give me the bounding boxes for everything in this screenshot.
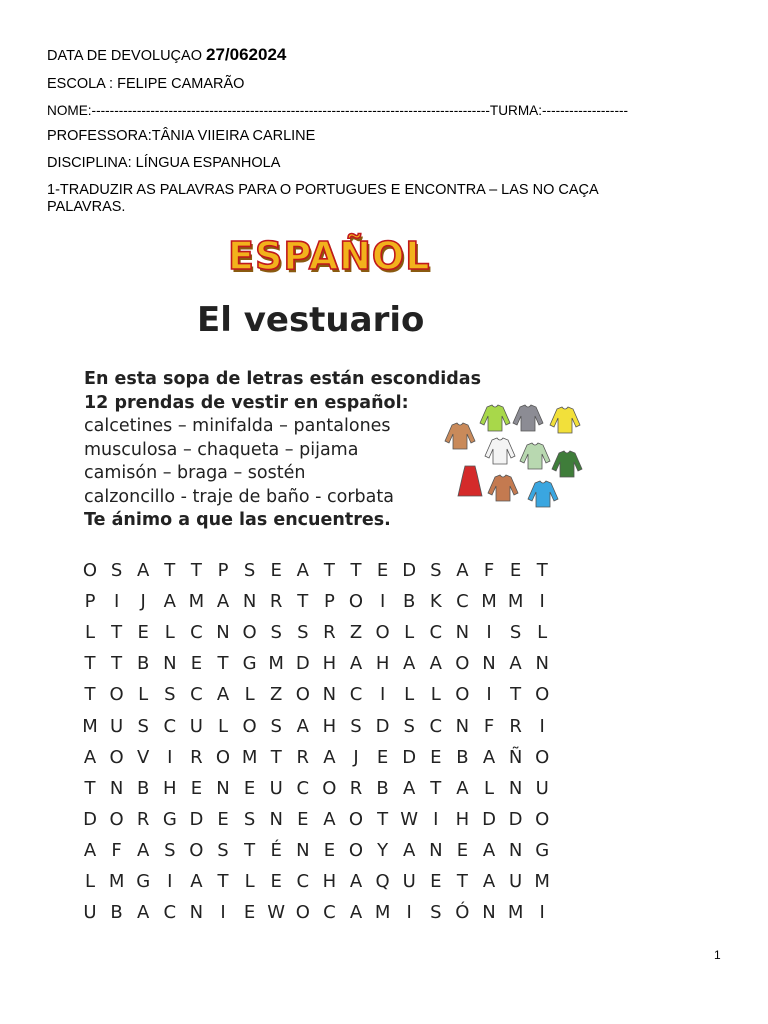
grid-letter: A xyxy=(403,839,416,861)
grid-letter: A xyxy=(216,684,230,706)
grid-letter: A xyxy=(482,746,496,768)
grid-letter: M xyxy=(108,871,125,892)
grid-letter: M xyxy=(507,591,524,613)
grid-letter: A xyxy=(482,871,496,892)
grid-letter: T xyxy=(111,653,123,675)
grid-letter: K xyxy=(429,591,442,613)
grid-letter: H xyxy=(455,808,470,830)
grid-letter: T xyxy=(244,839,256,861)
grid-letter: I xyxy=(167,871,173,892)
grid-letter: O xyxy=(535,808,550,830)
grid-letter: N xyxy=(455,622,470,644)
grid-letter: R xyxy=(349,777,363,799)
grid-letter: T xyxy=(297,591,309,613)
grid-letter: M xyxy=(82,715,98,737)
grid-letter: J xyxy=(140,591,146,613)
grid-letter: N xyxy=(216,777,230,799)
yellow-sweater-icon xyxy=(550,407,580,433)
word-list-line-2: musculosa – chaqueta – pijama xyxy=(84,439,359,460)
grid-letter: T xyxy=(111,622,123,644)
grid-letter: M xyxy=(374,902,391,924)
plaid-coat-icon xyxy=(445,423,475,449)
grid-letter: E xyxy=(376,560,389,581)
grid-letter: O xyxy=(215,746,231,768)
grid-letter: P xyxy=(84,591,96,613)
grid-letter: F xyxy=(483,715,495,737)
grid-letter: T xyxy=(217,653,229,675)
grid-letter: A xyxy=(349,653,363,675)
grid-letter: S xyxy=(137,715,149,737)
grid-letter: A xyxy=(349,902,363,924)
grid-letter: O xyxy=(295,902,310,924)
grid-letter: R xyxy=(269,591,283,613)
grid-letter: O xyxy=(348,808,364,830)
grid-letter: E xyxy=(270,871,282,892)
grid-letter: H xyxy=(322,715,337,737)
grid-letter: B xyxy=(110,902,123,924)
grid-letter: U xyxy=(189,715,203,737)
grid-letter: E xyxy=(217,808,229,830)
grid-letter: I xyxy=(406,902,412,924)
grid-letter: A xyxy=(216,591,230,613)
grid-letter: A xyxy=(403,777,416,799)
white-shirt-icon xyxy=(485,438,515,464)
grid-letter: U xyxy=(269,777,283,799)
grid-letter: M xyxy=(241,746,258,768)
grid-letter: A xyxy=(323,746,336,768)
grid-letter: L xyxy=(84,622,96,644)
teacher-line: PROFESSORA:TÂNIA VIIEIRA CARLINE xyxy=(47,128,316,144)
grid-letter: H xyxy=(163,777,177,799)
grid-letter: S xyxy=(164,839,176,861)
grid-letter: O xyxy=(455,684,470,706)
grid-letter: A xyxy=(83,746,97,768)
grid-letter: O xyxy=(242,622,257,644)
word-list-line-4: calzoncillo - traje de baño - corbata xyxy=(84,486,394,507)
grid-letter: E xyxy=(190,653,203,675)
grid-letter: A xyxy=(509,653,522,675)
grid-letter: A xyxy=(137,839,150,861)
grid-letter: C xyxy=(296,871,310,892)
grid-letter: Q xyxy=(375,871,390,892)
grid-letter: F xyxy=(111,839,122,861)
grid-letter: N xyxy=(269,808,283,830)
grid-letter: U xyxy=(509,871,523,892)
grid-letter: L xyxy=(404,684,415,706)
grid-letter: L xyxy=(138,684,149,706)
grid-letter: M xyxy=(481,591,497,613)
grid-letter: V xyxy=(137,746,150,768)
intro-closing: Te ánimo a que las encuentres. xyxy=(84,510,391,530)
grid-letter: I xyxy=(167,746,173,768)
grid-letter: O xyxy=(375,622,390,644)
grid-letter: C xyxy=(456,591,469,613)
grid-letter: L xyxy=(164,622,175,644)
grid-letter: Ó xyxy=(455,902,470,924)
grid-letter: S xyxy=(243,560,256,581)
grid-letter: C xyxy=(163,715,177,737)
grid-letter: T xyxy=(323,560,335,581)
grid-letter: O xyxy=(348,591,364,613)
grid-letter: S xyxy=(509,622,522,644)
brown-coat-icon xyxy=(488,475,518,501)
subject-line: DISCIPLINA: LÍNGUA ESPANHOLA xyxy=(47,155,281,171)
grid-letter: W xyxy=(400,808,419,830)
grid-letter: C xyxy=(429,715,443,737)
grid-letter: T xyxy=(84,777,96,799)
grid-letter: T xyxy=(164,560,176,581)
grid-letter: N xyxy=(455,715,470,737)
grid-letter: A xyxy=(190,871,203,892)
grid-letter: D xyxy=(375,715,390,737)
grid-letter: E xyxy=(137,622,149,644)
grid-letter: S xyxy=(430,902,442,924)
grid-letter: S xyxy=(110,560,123,581)
grid-letter: L xyxy=(483,777,495,799)
grid-letter: D xyxy=(83,808,97,830)
grid-letter: I xyxy=(486,622,492,644)
grid-letter: G xyxy=(162,808,177,830)
gray-sweater-icon xyxy=(513,405,543,431)
grid-letter: O xyxy=(295,684,310,706)
grid-letter: E xyxy=(509,560,522,581)
grid-letter: O xyxy=(109,684,124,706)
grid-letter: A xyxy=(137,902,150,924)
grid-letter: N xyxy=(163,653,177,675)
grid-letter: C xyxy=(190,622,203,644)
grid-letter: O xyxy=(455,653,470,675)
grid-letter: B xyxy=(137,653,150,675)
grid-letter: Z xyxy=(349,622,363,644)
grid-letter: B xyxy=(376,777,389,799)
grid-letter: I xyxy=(539,591,545,613)
grid-letter: R xyxy=(323,622,336,644)
grid-letter: L xyxy=(430,684,441,706)
grid-letter: D xyxy=(402,560,417,581)
grid-letter: É xyxy=(270,839,282,861)
grid-letter: I xyxy=(539,902,545,924)
grid-letter: U xyxy=(535,777,549,799)
grid-letter: N xyxy=(189,902,204,924)
grid-letter: H xyxy=(322,653,337,675)
blue-sweater-icon xyxy=(528,481,558,507)
grid-letter: N xyxy=(535,653,549,675)
grid-letter: I xyxy=(433,808,439,830)
grid-letter: D xyxy=(508,808,523,830)
word-list-line-3: camisón – braga – sostén xyxy=(84,463,306,483)
green-sweater-icon xyxy=(552,451,582,477)
grid-letter: F xyxy=(483,560,495,581)
worksheet-intro xyxy=(84,368,481,533)
grid-letter: N xyxy=(296,839,310,861)
grid-letter: P xyxy=(217,560,229,581)
grid-letter: O xyxy=(322,777,337,799)
espanol-logo: ESPAÑOL xyxy=(228,234,431,278)
grid-letter: N xyxy=(322,684,337,706)
grid-letter: E xyxy=(430,746,442,768)
grid-letter: G xyxy=(136,871,151,892)
clothes-illustration xyxy=(440,395,590,515)
grid-letter: A xyxy=(296,560,309,581)
grid-letter: S xyxy=(430,560,442,581)
grid-letter: C xyxy=(323,902,336,924)
grid-letter: S xyxy=(297,622,309,644)
grid-letter: T xyxy=(536,560,548,581)
grid-letter: E xyxy=(456,839,469,861)
grid-letter: L xyxy=(217,715,229,737)
grid-letter: Z xyxy=(270,684,283,706)
grid-letter: I xyxy=(220,902,226,924)
grid-letter: N xyxy=(508,839,523,861)
grid-letter: C xyxy=(429,622,443,644)
return-date-line xyxy=(47,46,286,65)
worksheet-title: El vestuario xyxy=(197,300,425,340)
grid-letter: M xyxy=(188,591,205,613)
grid-letter: H xyxy=(322,871,337,892)
grid-letter: A xyxy=(163,591,176,613)
grid-letter: A xyxy=(403,653,416,675)
grid-letter: N xyxy=(482,902,496,924)
grid-letter: T xyxy=(377,808,389,830)
grid-letter: L xyxy=(244,684,255,706)
grid-letter: R xyxy=(509,715,522,737)
grid-letter: O xyxy=(109,808,124,830)
grid-letter: O xyxy=(82,560,98,581)
grid-letter: I xyxy=(379,591,386,613)
grid-letter: A xyxy=(349,871,363,892)
grid-letter: M xyxy=(507,902,524,924)
grid-letter: I xyxy=(113,591,120,613)
grid-letter: N xyxy=(482,653,496,675)
grid-letter: T xyxy=(350,560,362,581)
grid-letter: C xyxy=(349,684,363,706)
grid-letter: I xyxy=(486,684,492,706)
grid-letter: I xyxy=(379,684,386,706)
grid-letter: A xyxy=(296,715,309,737)
lime-sweater-icon xyxy=(480,405,510,431)
grid-letter: N xyxy=(242,591,257,613)
grid-letter: H xyxy=(375,653,390,675)
grid-letter: G xyxy=(535,839,550,861)
red-dress-icon xyxy=(458,466,482,496)
grid-letter: J xyxy=(353,746,359,768)
intro-line-1: En esta sopa de letras están escondidas xyxy=(84,369,482,389)
grid-letter: T xyxy=(190,560,202,581)
grid-letter: U xyxy=(110,715,124,737)
grid-letter: U xyxy=(402,871,416,892)
grid-letter: S xyxy=(217,839,229,861)
grid-letter: N xyxy=(429,839,443,861)
grid-letter: T xyxy=(456,871,468,892)
grid-letter: N xyxy=(109,777,124,799)
grid-letter: S xyxy=(270,622,282,644)
grid-letter: S xyxy=(403,715,415,737)
word-list-line-1: calcetines – minifalda – pantalones xyxy=(84,416,391,436)
name-line: NOME:----------------------------------------------------------------------------------------TURMA:------------------- xyxy=(47,103,629,118)
grid-letter: S xyxy=(164,684,176,706)
grid-letter: E xyxy=(430,871,442,892)
grid-letter: L xyxy=(537,622,548,644)
grid-letter: B xyxy=(403,591,416,613)
grid-letter: C xyxy=(190,684,203,706)
grid-letter: A xyxy=(323,808,336,830)
grid-letter: E xyxy=(323,839,336,861)
grid-letter: G xyxy=(242,653,257,675)
grid-letter: O xyxy=(189,839,204,861)
grid-letter: R xyxy=(190,746,203,768)
grid-letter: N xyxy=(216,622,230,644)
grid-letter: E xyxy=(376,746,389,768)
grid-letter: L xyxy=(244,871,255,892)
grid-letter: O xyxy=(348,839,364,861)
return-date-value: 27/062024 xyxy=(206,45,287,64)
grid-letter: A xyxy=(482,839,496,861)
intro-line-2: 12 prendas de vestir en español: xyxy=(84,392,409,413)
grid-letter: P xyxy=(323,591,335,613)
grid-letter: A xyxy=(83,839,97,861)
grid-letter: M xyxy=(534,871,550,892)
grid-letter: T xyxy=(84,684,96,706)
grid-letter: A xyxy=(456,560,469,581)
grid-letter: R xyxy=(136,808,150,830)
grid-letter: E xyxy=(243,777,256,799)
grid-letter: S xyxy=(243,808,256,830)
grid-letter: O xyxy=(535,684,550,706)
page-number: 1 xyxy=(714,948,721,962)
mint-sweater-icon xyxy=(520,443,550,469)
grid-letter: E xyxy=(243,902,256,924)
grid-letter: L xyxy=(84,871,96,892)
grid-letter: A xyxy=(456,777,469,799)
grid-letter: W xyxy=(267,902,286,924)
grid-letter: R xyxy=(296,746,310,768)
grid-letter: L xyxy=(404,622,415,644)
grid-letter: T xyxy=(217,871,229,892)
grid-letter: D xyxy=(295,653,310,675)
grid-letter: E xyxy=(270,560,282,581)
grid-letter: I xyxy=(539,715,545,737)
grid-letter: M xyxy=(268,653,284,675)
school-line: ESCOLA : FELIPE CAMARÃO xyxy=(47,76,245,92)
grid-letter: T xyxy=(84,653,96,675)
grid-letter: B xyxy=(137,777,150,799)
instruction-text: 1-TRADUZIR AS PALAVRAS PARA O PORTUGUES E ENCONTRA – LAS NO CAÇA PALAVRAS. xyxy=(47,182,598,215)
grid-letter: A xyxy=(429,653,442,675)
grid-letter: S xyxy=(270,715,282,737)
grid-letter: Y xyxy=(377,839,389,861)
grid-letter: N xyxy=(508,777,523,799)
grid-letter: D xyxy=(402,746,417,768)
grid-letter: T xyxy=(510,684,522,706)
grid-letter: D xyxy=(189,808,204,830)
grid-letter: O xyxy=(242,715,257,737)
grid-letter: B xyxy=(456,746,469,768)
return-date-label: DATA DE DEVOLUÇAO xyxy=(47,48,206,64)
grid-letter: E xyxy=(297,808,309,830)
grid-letter: O xyxy=(109,746,124,768)
grid-letter: T xyxy=(270,746,282,768)
grid-letter: Ñ xyxy=(508,746,523,768)
grid-letter: C xyxy=(163,902,177,924)
grid-letter: O xyxy=(535,746,550,768)
grid-letter: C xyxy=(296,777,310,799)
grid-letter: S xyxy=(350,715,362,737)
grid-letter: D xyxy=(482,808,496,830)
grid-letter: E xyxy=(190,777,203,799)
grid-letter: A xyxy=(137,560,150,581)
grid-letter: T xyxy=(430,777,442,799)
grid-letter: U xyxy=(83,902,97,924)
